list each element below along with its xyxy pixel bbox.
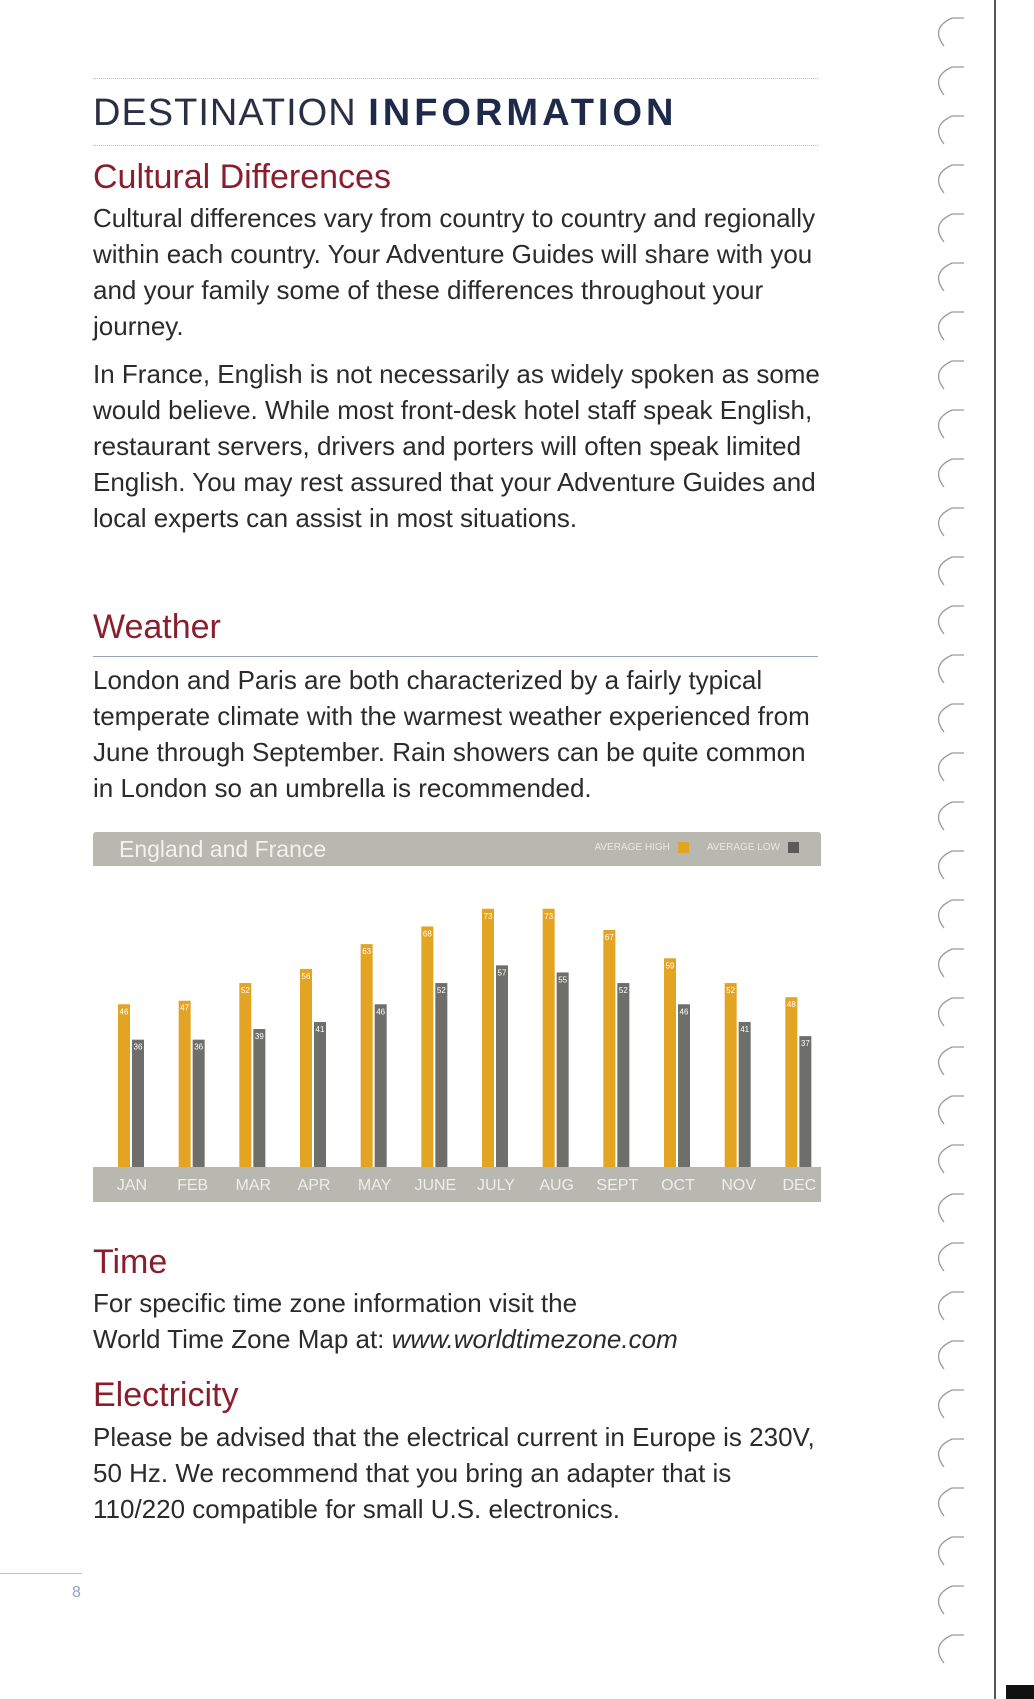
- chart-axis-band: [93, 1167, 821, 1202]
- label-high-oct: 59: [665, 961, 675, 971]
- spiral-coil: [939, 557, 964, 585]
- spiral-coil: [939, 1145, 964, 1173]
- label-low-july: 57: [497, 968, 507, 978]
- tick-july: JULY: [477, 1177, 515, 1194]
- bar-high-oct: [664, 958, 676, 1167]
- label-low-jan: 36: [133, 1042, 143, 1052]
- bar-low-oct: [678, 1004, 690, 1167]
- world-time-zone-link[interactable]: www.worldtimezone.com: [391, 1324, 678, 1354]
- spiral-coil: [939, 851, 964, 879]
- page-number: 8: [72, 1584, 81, 1601]
- spiral-coil: [939, 1243, 964, 1271]
- spiral-coil: [939, 67, 964, 95]
- chart-title: England and France: [119, 836, 327, 862]
- label-low-mar: 39: [254, 1032, 264, 1042]
- weather-divider: [93, 656, 818, 657]
- spiral-coil: [939, 410, 964, 438]
- spiral-coil: [939, 900, 964, 928]
- spiral-coil: [939, 1292, 964, 1320]
- bar-low-nov: [739, 1022, 751, 1167]
- bar-low-jan: [132, 1040, 144, 1167]
- bar-high-feb: [179, 1001, 191, 1167]
- bar-high-jan: [118, 1004, 130, 1167]
- spiral-coil: [939, 214, 964, 242]
- spiral-coil: [939, 1586, 964, 1614]
- label-high-nov: 52: [726, 986, 736, 996]
- spiral-coil: [939, 1341, 964, 1369]
- spiral-coil: [939, 18, 964, 46]
- bar-high-dec: [785, 997, 797, 1167]
- spiral-coil: [939, 1439, 964, 1467]
- legend-low-swatch: [788, 842, 799, 853]
- spiral-coil: [939, 1488, 964, 1516]
- weather-chart: [93, 832, 821, 1202]
- label-low-aug: 55: [558, 975, 568, 985]
- weather-title: Weather: [93, 608, 221, 646]
- spiral-coil: [939, 165, 964, 193]
- tick-dec: DEC: [782, 1177, 817, 1194]
- spiral-coil: [939, 753, 964, 781]
- bar-high-june: [421, 926, 433, 1167]
- label-high-sept: 67: [604, 932, 614, 942]
- label-low-may: 46: [376, 1007, 386, 1017]
- label-high-may: 63: [362, 947, 372, 957]
- spiral-coil: [939, 1194, 964, 1222]
- bar-high-sept: [603, 930, 615, 1167]
- label-low-oct: 46: [679, 1007, 689, 1017]
- chart-plot: [93, 866, 821, 1167]
- cultural-paragraph-2: In France, English is not necessarily as widely spoken as some would believe. While most front-desk hotel staff speak English, restaurant servers, drivers and porters will often speak limited English. You may rest assured that your Adventure Guides and local experts can assist in most situations.: [93, 359, 820, 533]
- chart-x-axis: [93, 1167, 821, 1202]
- time-line-2-prefix: World Time Zone Map at:: [93, 1324, 392, 1354]
- electricity-title: Electricity: [93, 1376, 239, 1414]
- label-high-mar: 52: [240, 986, 250, 996]
- tick-apr: APR: [297, 1177, 331, 1194]
- bar-low-aug: [557, 972, 569, 1167]
- header-divider: [93, 145, 818, 146]
- time-title: Time: [93, 1243, 168, 1281]
- label-low-feb: 36: [194, 1042, 204, 1052]
- page-header: [93, 92, 833, 135]
- time-paragraph: [93, 1285, 828, 1357]
- bar-high-may: [361, 944, 373, 1167]
- spiral-coil: [939, 116, 964, 144]
- tick-mar: MAR: [235, 1177, 272, 1194]
- spiral-coil: [939, 606, 964, 634]
- spiral-coil: [939, 263, 964, 291]
- bar-low-may: [375, 1004, 387, 1167]
- spiral-coil: [939, 802, 964, 830]
- spiral-coil: [939, 312, 964, 340]
- label-high-apr: 56: [301, 971, 311, 981]
- legend-high-swatch: [678, 842, 689, 853]
- bar-low-june: [435, 983, 447, 1167]
- top-divider: [93, 78, 818, 79]
- chart-header: [93, 832, 821, 866]
- bar-high-mar: [239, 983, 251, 1167]
- spiral-coil: [939, 1537, 964, 1565]
- tick-nov: NOV: [721, 1177, 757, 1194]
- label-low-dec: 37: [800, 1039, 810, 1049]
- tick-feb: FEB: [177, 1177, 209, 1194]
- scan-edge: [1006, 1685, 1034, 1699]
- bar-low-dec: [799, 1036, 811, 1167]
- label-high-june: 68: [422, 929, 432, 939]
- legend-high-label: AVERAGE HIGH: [594, 842, 670, 854]
- spiral-coil: [939, 1096, 964, 1124]
- spiral-coil: [939, 655, 964, 683]
- label-low-nov: 41: [740, 1024, 750, 1034]
- time-line-1: For specific time zone information visit the: [93, 1288, 578, 1318]
- spiral-coil: [939, 704, 964, 732]
- spiral-coil: [939, 361, 964, 389]
- bar-low-july: [496, 965, 508, 1167]
- spiral-coil: [939, 1047, 964, 1075]
- spiral-coil: [939, 949, 964, 977]
- bar-high-july: [482, 909, 494, 1167]
- label-low-june: 52: [436, 986, 446, 996]
- cultural-paragraph-1: Cultural differences vary from country to country and regionally within each country. Your Adventure Guides will share with you and your family some of these differences throughout your journey.: [93, 203, 816, 341]
- tick-aug: AUG: [539, 1177, 575, 1194]
- bar-low-sept: [617, 983, 629, 1167]
- spiral-coil: [939, 998, 964, 1026]
- time-line-2: [93, 1321, 828, 1357]
- label-high-feb: 47: [180, 1003, 190, 1013]
- spiral-binding: [930, 0, 1034, 1699]
- tick-oct: OCT: [661, 1177, 695, 1194]
- header-bold: INFORMATION: [368, 92, 678, 134]
- footer-divider: [0, 1573, 82, 1574]
- header-light: DESTINATION: [93, 92, 357, 134]
- bar-low-apr: [314, 1022, 326, 1167]
- tick-may: MAY: [357, 1177, 392, 1194]
- spiral-coil: [939, 1390, 964, 1418]
- spiral-coil: [939, 459, 964, 487]
- bar-high-aug: [543, 909, 555, 1167]
- label-low-sept: 52: [618, 986, 628, 996]
- label-low-apr: 41: [315, 1024, 325, 1034]
- tick-jan: JAN: [116, 1177, 148, 1194]
- bar-high-apr: [300, 969, 312, 1167]
- label-high-jan: 46: [119, 1007, 129, 1017]
- tick-june: JUNE: [414, 1177, 457, 1194]
- spiral-coil: [939, 508, 964, 536]
- chart-legend: [594, 842, 799, 853]
- weather-paragraph: London and Paris are both characterized by a fairly typical temperate climate with the warmest weather experienced from June through September. Rain showers can be quite common in London so an umbrella is recommended.: [93, 665, 810, 803]
- bar-high-nov: [725, 983, 737, 1167]
- label-high-dec: 48: [786, 1000, 796, 1010]
- bar-low-feb: [193, 1040, 205, 1167]
- bar-low-mar: [253, 1029, 265, 1167]
- label-high-july: 73: [483, 911, 493, 921]
- electricity-paragraph: Please be advised that the electrical current in Europe is 230V, 50 Hz. We recommend that you bring an adapter that is 110/220 compatible for small U.S. electronics.: [93, 1422, 815, 1524]
- tick-sept: SEPT: [596, 1177, 639, 1194]
- legend-low-label: AVERAGE LOW: [706, 842, 780, 854]
- spiral-coil: [939, 1635, 964, 1663]
- cultural-title: Cultural Differences: [93, 158, 391, 196]
- label-high-aug: 73: [544, 911, 554, 921]
